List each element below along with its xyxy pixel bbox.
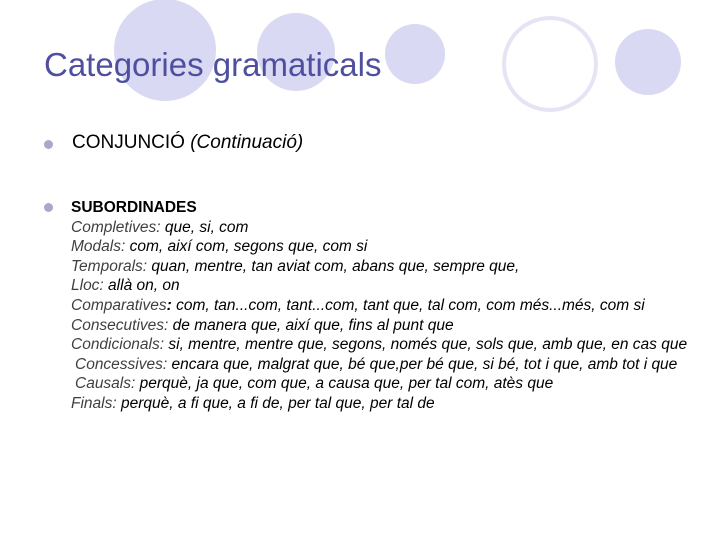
- list-item: [71, 394, 691, 414]
- item-term: Condicionals:: [71, 336, 165, 354]
- item-text: perquè, a fi que, a fi de, per tal que, per tal de: [116, 394, 435, 412]
- list-item: [71, 218, 691, 238]
- item-text: allà on, on: [103, 277, 180, 295]
- list-item: [71, 316, 691, 336]
- bullet-icon: [44, 203, 53, 212]
- slide-title: Categories gramaticals: [44, 46, 382, 83]
- item-text: si, mentre, mentre que, segons, només que, sols que, amb que, en cas que: [164, 336, 688, 354]
- list-heading: SUBORDINADES: [71, 199, 197, 216]
- list-item: [71, 257, 691, 277]
- item-term: Completives:: [71, 218, 161, 236]
- item-text: quan, mentre, tan aviat com, abans que, sempre que,: [147, 257, 520, 275]
- circle-decoration: [615, 29, 681, 95]
- list-item: [71, 335, 691, 355]
- item-term: Modals:: [71, 238, 126, 256]
- item-term: Lloc:: [71, 277, 104, 295]
- item-term: Consecutives:: [71, 316, 169, 334]
- item-text: com, tan...com, tant...com, tant que, tal com, com més...més, com si: [171, 296, 645, 314]
- item-text: que, si, com: [160, 218, 249, 236]
- item-term: Temporals:: [71, 257, 148, 275]
- heading-main: CONJUNCIÓ: [72, 132, 185, 153]
- item-term: Concessives:: [75, 355, 168, 373]
- item-term: Causals:: [75, 375, 136, 393]
- item-text: de manera que, així que, fins al punt que: [168, 316, 454, 334]
- item-term: Finals:: [71, 394, 117, 412]
- circle-decoration: [385, 24, 445, 84]
- item-colon: :: [166, 296, 172, 314]
- list-item: [71, 237, 691, 257]
- item-text: com, així com, segons que, com si: [125, 238, 368, 256]
- item-text: perquè, ja que, com que, a causa que, per tal com, atès que: [135, 375, 554, 393]
- item-text: encara que, malgrat que, bé que,per bé que, si bé, tot i que, amb tot i que: [167, 355, 678, 373]
- list-item: [71, 276, 691, 296]
- circle-decoration: [504, 18, 596, 110]
- list-item: [71, 374, 691, 394]
- item-term: Comparatives: [71, 296, 167, 314]
- bullet-icon: [44, 140, 53, 149]
- section-heading: [72, 132, 303, 154]
- subordinades-list: [71, 198, 691, 414]
- heading-sub: (Continuació): [190, 132, 304, 153]
- list-item: [71, 296, 691, 316]
- list-item: [71, 355, 691, 375]
